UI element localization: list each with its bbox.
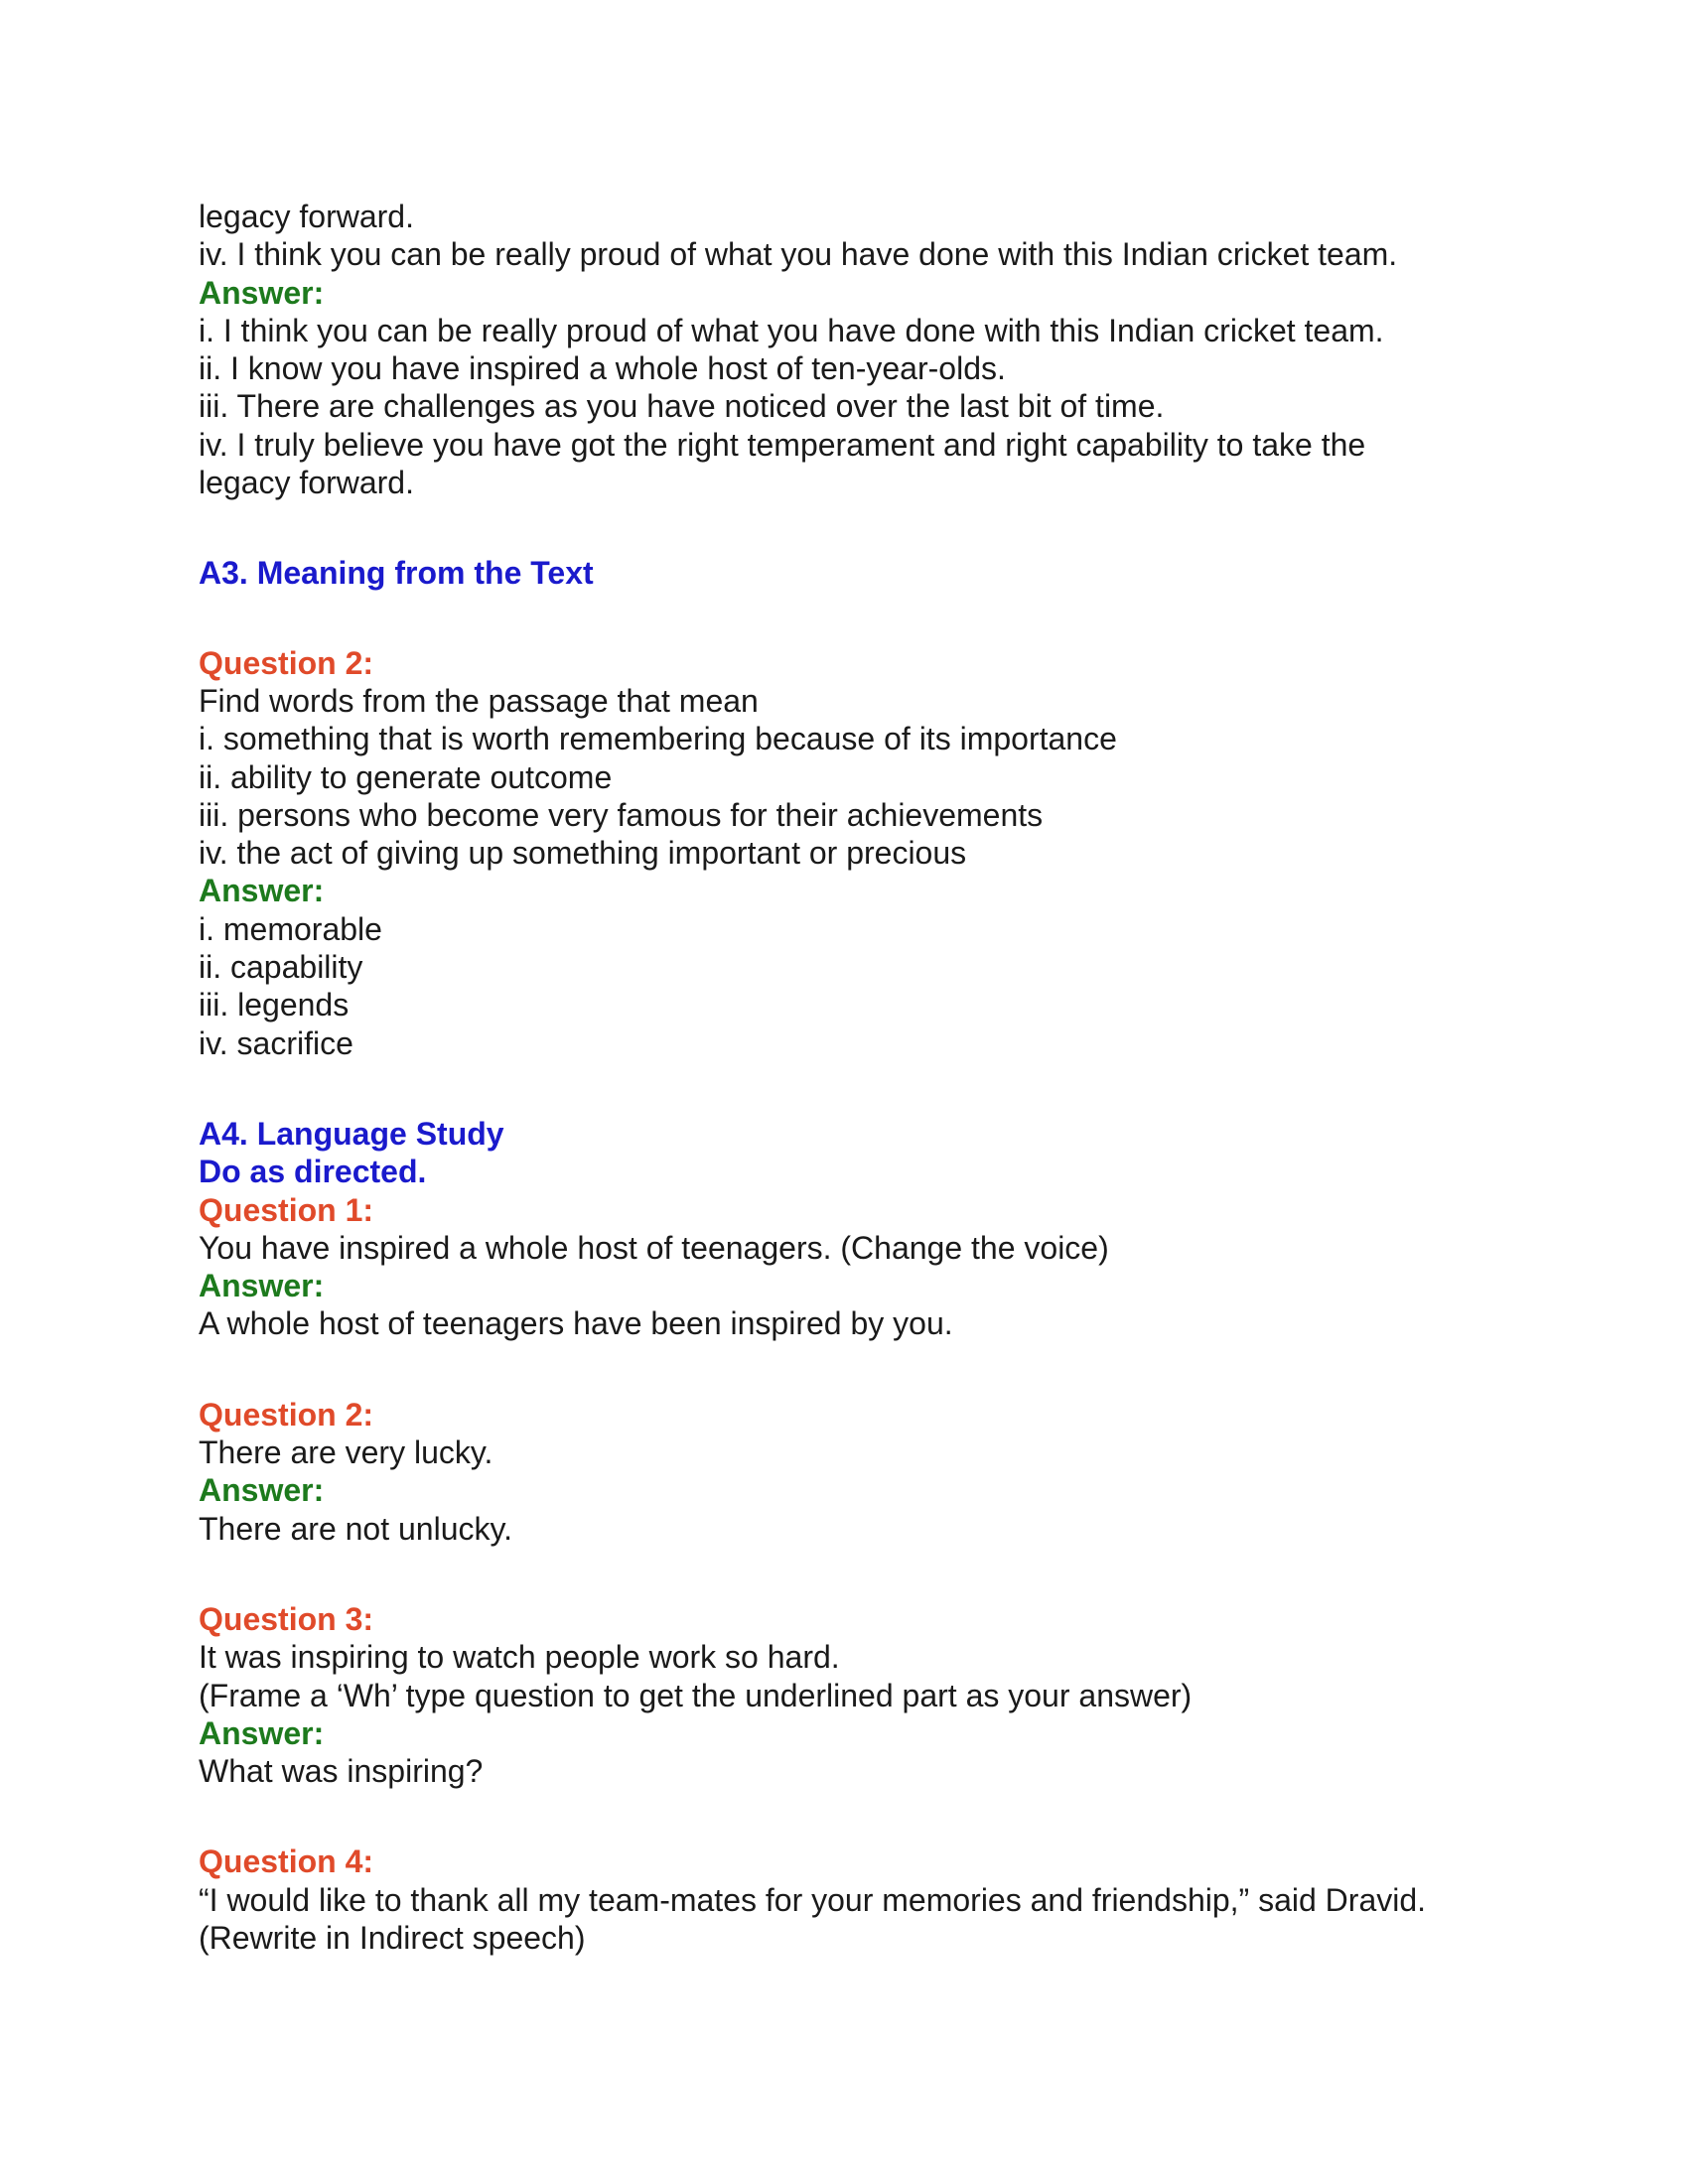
- question-line: (Rewrite in Indirect speech): [199, 1919, 586, 1956]
- section-subheading: Do as directed.: [199, 1154, 427, 1190]
- question-line: You have inspired a whole host of teenagers. (Change the voice): [199, 1229, 1109, 1266]
- question-label: Question 2:: [199, 644, 374, 681]
- answer-line: iv. sacrifice: [199, 1024, 353, 1061]
- question-block: [199, 1191, 1509, 1343]
- question-line: iii. persons who become very famous for their achievements: [199, 796, 1044, 833]
- answer-line: iii. There are challenges as you have noticed over the last bit of time.: [199, 388, 1165, 425]
- question-label: Question 3:: [199, 1600, 374, 1637]
- answer-label: Answer:: [199, 873, 325, 909]
- question-line: i. something that is worth remembering because of its importance: [199, 721, 1117, 757]
- continuation-block: [199, 198, 1509, 501]
- document-page: [199, 198, 1509, 1957]
- question-label: Question 4:: [199, 1843, 374, 1880]
- section-heading: A3. Meaning from the Text: [199, 555, 594, 592]
- question-line: It was inspiring to watch people work so hard.: [199, 1639, 840, 1676]
- answer-line: iii. legends: [199, 987, 350, 1024]
- answer-label: Answer:: [199, 1268, 325, 1304]
- question-label: Question 1:: [199, 1191, 374, 1228]
- answer-line: A whole host of teenagers have been inspired by you.: [199, 1305, 953, 1342]
- question-block: [199, 1396, 1509, 1548]
- answer-line: There are not unlucky.: [199, 1510, 513, 1547]
- answer-label: Answer:: [199, 274, 325, 311]
- answer-line: ii. capability: [199, 949, 363, 986]
- question-line: (Frame a ‘Wh’ type question to get the underlined part as your answer): [199, 1677, 1193, 1713]
- answer-line: iv. I truly believe you have got the right temperament and right capability to take the: [199, 426, 1366, 463]
- answer-line: What was inspiring?: [199, 1753, 484, 1790]
- question-line: Find words from the passage that mean: [199, 682, 759, 719]
- answer-label: Answer:: [199, 1714, 325, 1751]
- answer-line: i. memorable: [199, 910, 382, 947]
- question-label: Question 2:: [199, 1396, 374, 1433]
- text-line: iv. I think you can be really proud of what you have done with this Indian cricket team.: [199, 236, 1398, 273]
- section-heading: A4. Language Study: [199, 1115, 504, 1152]
- answer-line: ii. I know you have inspired a whole host of ten-year-olds.: [199, 350, 1006, 387]
- question-line: There are very lucky.: [199, 1434, 493, 1471]
- answer-line: legacy forward.: [199, 465, 414, 501]
- answer-line: i. I think you can be really proud of what you have done with this Indian cricket team.: [199, 312, 1384, 348]
- question-line: ii. ability to generate outcome: [199, 758, 613, 795]
- question-block: [199, 1843, 1509, 1957]
- section-a3: [199, 554, 1509, 1062]
- question-line: “I would like to thank all my team-mates for your memories and friendship,” said Dravid.: [199, 1881, 1427, 1918]
- question-block: [199, 1600, 1509, 1790]
- question-line: iv. the act of giving up something important or precious: [199, 835, 967, 872]
- section-a4: [199, 1115, 1509, 1957]
- answer-label: Answer:: [199, 1472, 325, 1509]
- text-line: legacy forward.: [199, 199, 414, 234]
